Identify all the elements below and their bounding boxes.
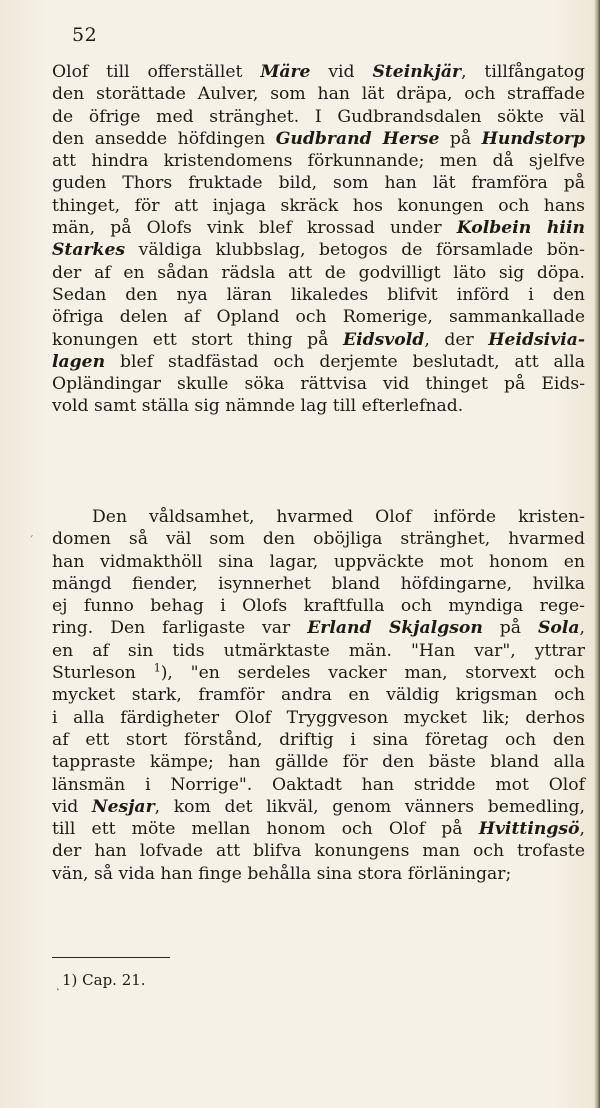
- text-run: Sturleson: [52, 663, 154, 684]
- page-edge-shadow: [594, 0, 600, 1108]
- text-run: den ansedde höfdingen: [52, 128, 276, 149]
- emphasized-name: Hvittingsö: [478, 819, 580, 840]
- text-line: [52, 662, 585, 684]
- text-run: , tillfångatog: [461, 62, 585, 82]
- text-line: [52, 150, 585, 172]
- text-line: [52, 61, 585, 83]
- text-run: domen så väl som den oböjliga stränghet, hvarmed: [52, 529, 585, 550]
- footnote-divider: [52, 957, 170, 958]
- text-line: [52, 395, 585, 417]
- emphasized-name: Starkes: [52, 240, 126, 261]
- margin-mark: ˛: [55, 977, 61, 991]
- text-line: [52, 217, 585, 239]
- text-run: 1: [153, 661, 161, 675]
- text-run: ej funno behag i Olofs kraftfulla och myndiga rege-: [52, 596, 585, 617]
- text-line: [52, 373, 585, 395]
- emphasized-name: lagen: [52, 351, 106, 372]
- text-run: män, på Olofs vink blef krossad under: [52, 218, 457, 239]
- text-run: den storättade Aulver, som han lät dräpa, och straffade: [52, 84, 585, 105]
- emphasized-name: Steinkjär: [372, 62, 462, 82]
- text-line: [52, 172, 585, 194]
- text-run: konungen ett stort thing på: [52, 329, 343, 350]
- text-line: [52, 351, 585, 373]
- text-line: [52, 707, 585, 729]
- emphasized-name: Kolbein hiin: [456, 218, 585, 239]
- text-line: [52, 796, 585, 818]
- text-line: [52, 774, 585, 796]
- text-run: Olof till offerstället: [52, 62, 261, 82]
- text-run: thinget, för att injaga skräck hos konungen och hans: [52, 195, 585, 216]
- text-run: blef stadfästad och derjemte beslutadt, att alla: [105, 351, 585, 372]
- text-run: mycket stark, framför andra en väldig krigsman och: [52, 685, 585, 706]
- emphasized-name: Hundstorp: [481, 128, 585, 149]
- text-line: [52, 329, 585, 351]
- text-line: [52, 729, 585, 751]
- text-line: [52, 106, 585, 128]
- text-line: [52, 306, 585, 328]
- emphasized-name: Erland Skjalgson: [307, 618, 483, 639]
- text-run: vid: [52, 796, 92, 817]
- page-number: 52: [72, 24, 98, 46]
- text-line: [52, 262, 585, 284]
- text-run: der han lofvade att blifva konungens man och trofaste: [52, 841, 585, 862]
- text-line: [52, 840, 585, 862]
- text-run: i alla färdigheter Olof Tryggveson mycket lik; derhos: [52, 707, 585, 728]
- text-line: [52, 528, 585, 550]
- text-line: [52, 684, 585, 706]
- paragraph-1: [52, 61, 585, 418]
- text-run: af ett stort förstånd, driftig i sina företag och den: [52, 729, 585, 750]
- text-run: Den våldsamhet, hvarmed Olof införde kristen-: [92, 507, 585, 527]
- text-line: [52, 128, 585, 150]
- margin-mark: ´: [28, 534, 34, 548]
- text-run: väldiga klubbslag, betogos de församlade bön-: [125, 240, 585, 261]
- text-run: ring. Den farligaste var: [52, 618, 308, 639]
- text-run: vold samt ställa sig nämnde lag till efterlefnad.: [52, 396, 464, 417]
- text-line: [52, 83, 585, 105]
- text-line: [52, 195, 585, 217]
- text-run: vän, så vida han finge behålla sina stora förläningar;: [52, 863, 512, 884]
- text-run: ,: [579, 819, 585, 840]
- emphasized-name: Heidsivia-: [488, 329, 585, 350]
- emphasized-name: Märe: [260, 62, 311, 82]
- text-run: guden Thors fruktade bild, som han lät framföra på: [52, 173, 585, 194]
- text-line: [52, 284, 585, 306]
- text-line: [52, 751, 585, 773]
- text-run: att hindra kristendomens förkunnande; men då sjelfve: [52, 151, 585, 172]
- text-run: på: [482, 618, 538, 639]
- emphasized-name: Gudbrand Herse: [275, 128, 440, 149]
- text-line: [52, 818, 585, 840]
- text-line: [52, 595, 585, 617]
- emphasized-name: Sola: [538, 618, 580, 639]
- text-run: till ett möte mellan honom och Olof på: [52, 819, 479, 840]
- text-line: [52, 239, 585, 261]
- text-run: mängd fiender, isynnerhet bland höfdingarne, hvilka: [52, 573, 585, 594]
- emphasized-name: Nesjar: [91, 796, 155, 817]
- text-line: [52, 551, 585, 573]
- text-run: der af en sådan rädsla att de godvilligt läto sig döpa.: [52, 262, 585, 283]
- text-run: Opländingar skulle söka rättvisa vid thinget på Eids-: [52, 374, 585, 395]
- emphasized-name: Eidsvold: [342, 329, 425, 350]
- text-line: [52, 506, 585, 528]
- text-run: Sedan den nya läran likaledes blifvit införd i den: [52, 284, 585, 305]
- text-run: , der: [424, 329, 489, 350]
- text-run: länsmän i Norrige". Oaktadt han stridde mot Olof: [52, 774, 585, 795]
- text-run: , kom det likväl, genom vänners bemedling,: [154, 796, 585, 817]
- text-run: vid: [310, 62, 373, 82]
- text-run: han vidmakthöll sina lagar, uppväckte mot honom en: [52, 551, 585, 572]
- text-run: ,: [579, 618, 586, 639]
- paragraph-2: [52, 506, 585, 885]
- text-run: öfriga delen af Opland och Romerige, sammankallade: [52, 307, 585, 328]
- text-run: de öfrige med stränghet. I Gudbrandsdalen sökte väl: [52, 106, 585, 127]
- footnote: 1) Cap. 21.: [62, 971, 146, 989]
- text-run: på: [439, 128, 482, 149]
- text-line: [52, 863, 585, 885]
- text-run: tappraste kämpe; han gällde för den bäste bland alla: [52, 752, 585, 773]
- text-run: en af sin tids utmärktaste män. "Han var", yttrar: [52, 640, 585, 661]
- text-line: [52, 573, 585, 595]
- text-line: [52, 617, 585, 639]
- text-line: [52, 640, 585, 662]
- text-run: ), "en serdeles vacker man, storvext och: [160, 663, 585, 684]
